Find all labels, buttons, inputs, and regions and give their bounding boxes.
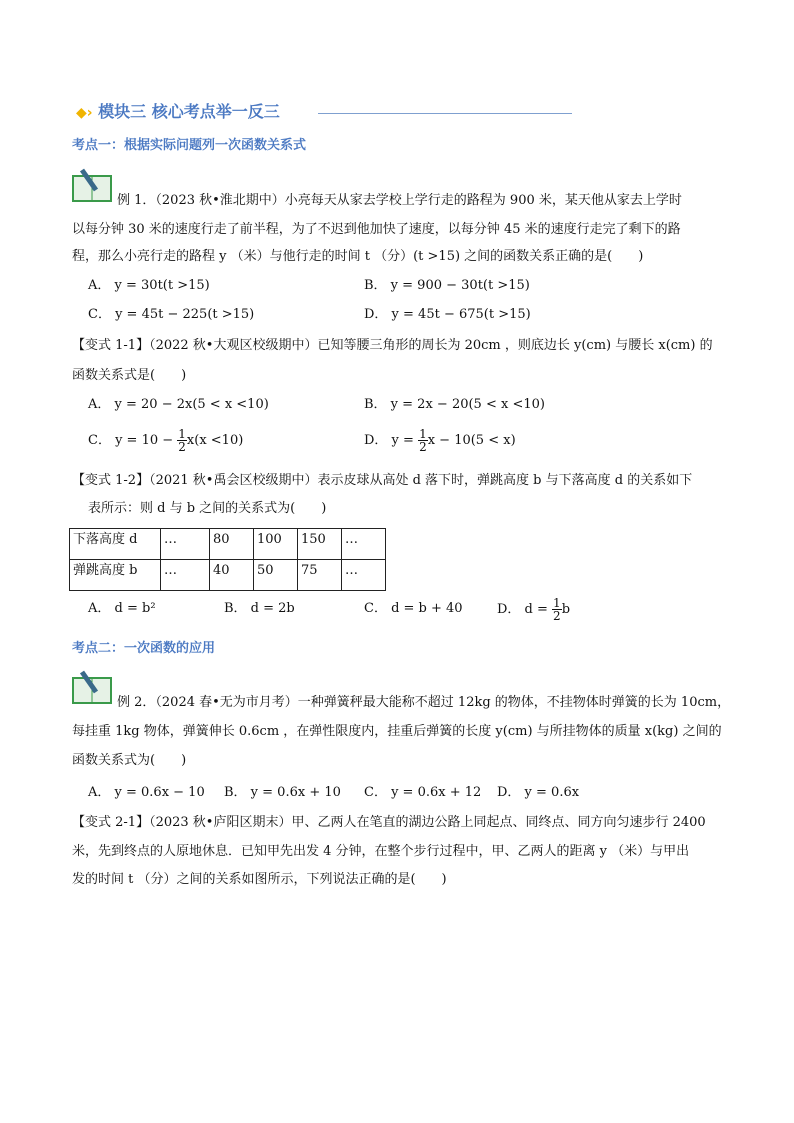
- option-b: B． y = 900 − 30t(t >15): [364, 278, 530, 293]
- option-c: C． y = 0.6x + 12: [364, 785, 482, 800]
- ex2-line: 函数关系式为( ): [72, 753, 187, 768]
- diamond-icon: ◆›: [76, 105, 93, 121]
- fraction: [552, 597, 562, 622]
- v21-line: 发的时间 t （分）之间的关系如图所示，下列说法正确的是( ): [72, 872, 447, 887]
- option-a: A． y = 20 − 2x(5 < x <10): [88, 397, 269, 412]
- numerator: 1: [553, 596, 561, 610]
- table-cell: …: [161, 560, 210, 591]
- book-pencil-icon: [72, 670, 114, 704]
- denominator: 2: [178, 440, 186, 454]
- table-cell: 50: [254, 560, 298, 591]
- fraction: [418, 428, 428, 453]
- option-a: A． y = 30t(t >15): [88, 278, 210, 293]
- option-text: D． d =: [497, 602, 553, 617]
- denominator: 2: [553, 609, 561, 623]
- option-d: D． y = 45t − 675(t >15): [364, 307, 531, 322]
- v11-line: 函数关系式是( ): [72, 368, 187, 383]
- option-b: B． y = 0.6x + 10: [224, 785, 341, 800]
- ex1-line: 例 1．（2023 秋•淮北期中）小亮每天从家去学校上学行走的路程为 900 米，某天他从家去上学时: [117, 193, 682, 208]
- option-text: C． y = 10 −: [88, 433, 178, 448]
- ex1-line: 以每分钟 30 米的速度行走了前半程，为了不迟到他加快了速度，以每分钟 45 米的速度行走完了剩下的路: [72, 222, 681, 237]
- option-c: C． y = 45t − 225(t >15): [88, 307, 255, 322]
- table-cell: 40: [210, 560, 254, 591]
- ex1-line: 程，那么小亮行走的路程 y （米）与他行走的时间 t （分）(t >15) 之间的函数关系正确的是( ): [72, 249, 644, 264]
- v12-line: 【变式 1-2】（2021 秋•禹会区校级期中）表示皮球从高处 d 落下时，弹跳高度 b 与下落高度 d 的关系如下: [72, 473, 693, 488]
- v21-line: 【变式 2-1】（2023 秋•庐阳区期末）甲、乙两人在笔直的湖边公路上同起点、同终点、同方向匀速步行 2400: [72, 815, 706, 830]
- table-cell: 100: [254, 529, 298, 560]
- data-table: [69, 528, 386, 591]
- v11-line: 【变式 1-1】（2022 秋•大观区校级期中）已知等腰三角形的周长为 20cm ，则底边长 y(cm) 与腰长 x(cm) 的: [72, 338, 713, 353]
- option-b: B． d = 2b: [224, 601, 295, 616]
- option-b: B． y = 2x − 20(5 < x <10): [364, 397, 545, 412]
- table-cell: 下落高度 d: [70, 529, 161, 560]
- module-heading: [76, 103, 280, 122]
- numerator: 1: [178, 427, 186, 441]
- heading-rule: [318, 113, 572, 114]
- v12-line: 表所示：则 d 与 b 之间的关系式为( ): [88, 501, 327, 516]
- option-text: b: [561, 602, 571, 617]
- option-text: x − 10(5 < x): [427, 433, 516, 448]
- option-d: D． y = 0.6x: [497, 785, 580, 800]
- kp2-heading: 考点二：一次函数的应用: [72, 641, 216, 656]
- option-a: A． y = 0.6x − 10: [88, 785, 205, 800]
- option-text: x(x <10): [186, 433, 244, 448]
- option-text: D． y =: [364, 433, 419, 448]
- table-cell: 75: [298, 560, 342, 591]
- v21-line: 米，先到终点的人原地休息．已知甲先出发 4 分钟，在整个步行过程中，甲、乙两人的距离 y （米）与甲出: [72, 844, 690, 859]
- numerator: 1: [419, 427, 427, 441]
- option-d: [497, 597, 570, 622]
- ex2-line: 每挂重 1kg 物体，弹簧伸长 0.6cm ，在弹性限度内，挂重后弹簧的长度 y(cm) 与所挂物体的质量 x(kg) 之间的: [72, 724, 722, 739]
- ex2-line: 例 2．（2024 春•无为市月考）一种弹簧秤最大能称不超过 12kg 的物体，不挂物体时弹簧的长为 10cm，: [117, 695, 731, 710]
- module-title: 模块三 核心考点举一反三: [98, 102, 280, 121]
- table-cell: …: [342, 529, 386, 560]
- table-cell: …: [161, 529, 210, 560]
- table-row: [70, 560, 386, 591]
- table-cell: 80: [210, 529, 254, 560]
- option-c: C． d = b + 40: [364, 601, 463, 616]
- book-pencil-icon: [72, 168, 114, 202]
- table-cell: …: [342, 560, 386, 591]
- kp1-heading: 考点一：根据实际问题列一次函数关系式: [72, 138, 307, 153]
- table-cell: 弹跳高度 b: [70, 560, 161, 591]
- denominator: 2: [419, 440, 427, 454]
- table-row: [70, 529, 386, 560]
- option-a: A． d = b²: [88, 601, 156, 616]
- option-d: [364, 428, 516, 453]
- table-cell: 150: [298, 529, 342, 560]
- option-c: [88, 428, 243, 453]
- fraction: [177, 428, 187, 453]
